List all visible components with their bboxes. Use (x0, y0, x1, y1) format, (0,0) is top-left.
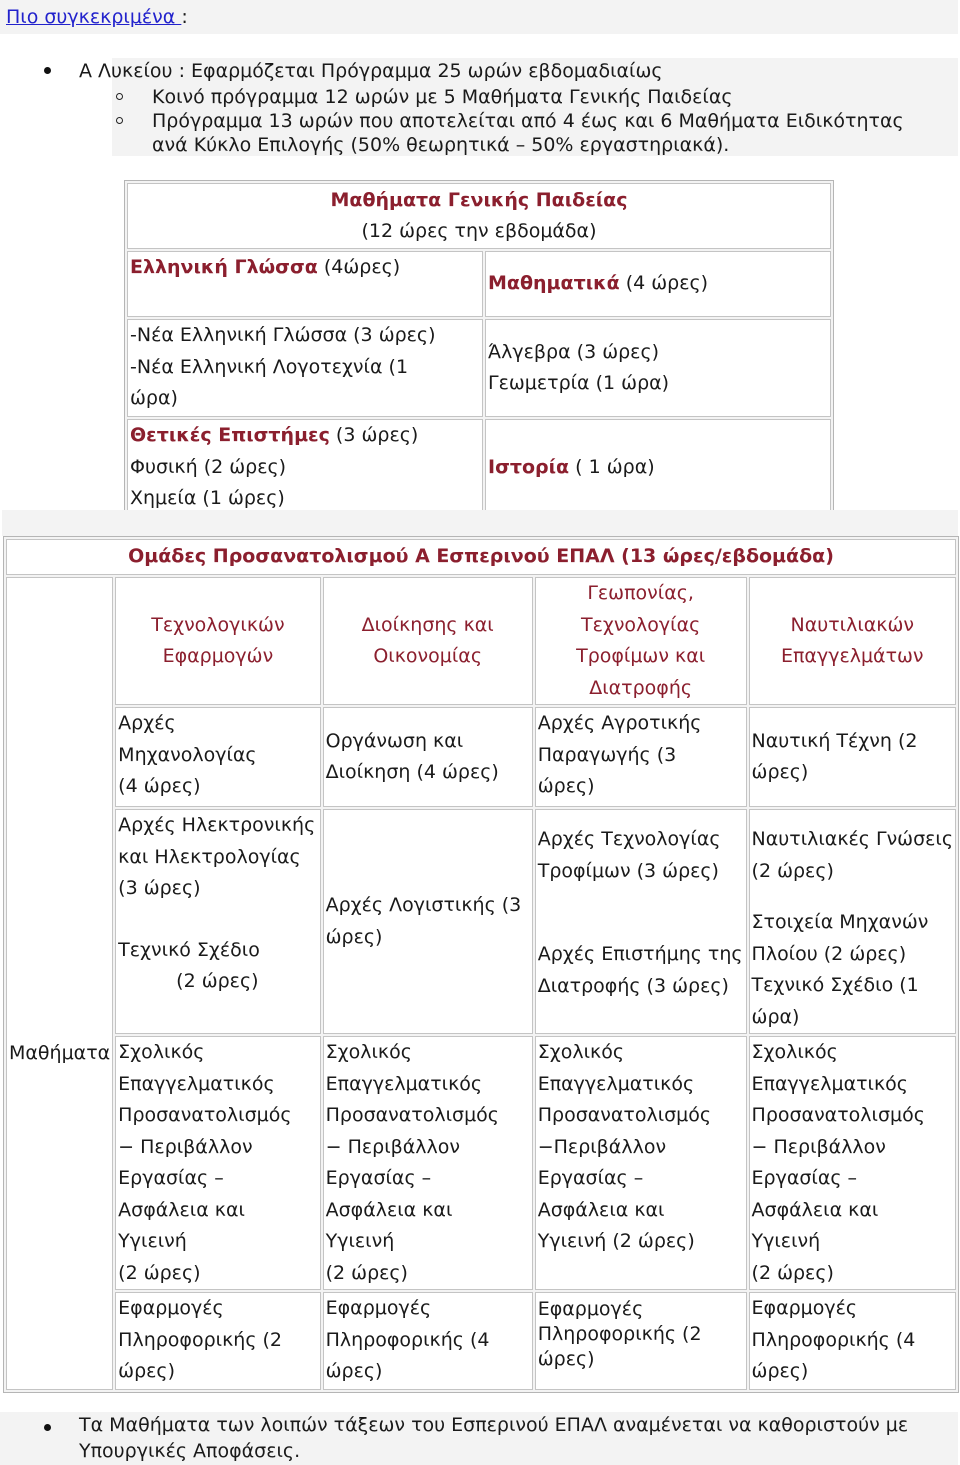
header-line: Τροφίμων και (576, 645, 706, 667)
bullet2-line: Τα Μαθήματα των λοιπών τάξεων του Εσπερινού ΕΠΑΛ αναμένεται να καθοριστούν με (79, 1414, 909, 1436)
header-technological-applications (115, 577, 320, 705)
course-line: Πλοίου (2 ώρες) (751, 942, 907, 965)
orientation-groups-table (3, 536, 959, 1393)
course-line: Αρχές Ηλεκτρονικής (118, 814, 316, 836)
course-line: Προσανατολισμός (751, 1104, 925, 1126)
course-line: Ναυτική Τέχνη (2 (751, 729, 918, 752)
agri-course-informatics (535, 1292, 747, 1390)
course-line: Στοιχεία Μηχανών (751, 911, 929, 933)
greek-language-cell (127, 251, 483, 317)
greek-language-hours: (4ώρες) (317, 256, 401, 278)
course-line: Αρχές Επιστήμης της (537, 943, 743, 965)
course-line: ώρες) (537, 775, 595, 797)
general-education-subtitle: (12 ώρες την εβδομάδα) (361, 220, 597, 242)
history-hours: ( 1 ώρα) (569, 456, 655, 479)
course-line: ώρα) (751, 1005, 800, 1028)
course-line: Αρχές (118, 712, 176, 734)
circle-bullet-icon (116, 93, 123, 100)
course-line: Πληροφορικής (4 (751, 1328, 916, 1351)
course-line: Μηχανολογίας (118, 743, 257, 766)
course-line: Αρχές Τεχνολογίας (537, 828, 721, 850)
course-line: Προσανατολισμός (537, 1104, 712, 1126)
course-line: Υγιεινή (325, 1230, 395, 1252)
course-line: Εφαρμογές (537, 1298, 644, 1320)
course-line: Εργασίας – (118, 1167, 224, 1189)
header-line: Εφαρμογών (162, 645, 274, 667)
bullet-dot-icon (44, 67, 51, 74)
course-line: Διοίκηση (4 ώρες) (325, 761, 499, 783)
math-cell (485, 251, 831, 317)
naut-course-vocational (749, 1036, 956, 1290)
separator-band (2, 510, 958, 536)
course-line: ώρες) (325, 1360, 383, 1382)
greek-language-title: Ελληνική Γλώσσα (130, 256, 318, 278)
sciences-hours: (3 ώρες) (329, 424, 419, 446)
header-line: Ναυτιλιακών (790, 613, 915, 636)
course-line: Επαγγελματικός (751, 1072, 908, 1095)
course-line: (4 ώρες) (118, 775, 201, 797)
course-line: ώρες) (118, 1360, 175, 1382)
course-line: −Περιβάλλον (537, 1135, 667, 1158)
course-line: Οργάνωση και (325, 729, 464, 752)
course-line: ώρες) (325, 925, 383, 948)
course-line: − Περιβάλλον (751, 1135, 886, 1158)
course-line: (2 ώρες) (176, 970, 259, 992)
intro-line (6, 2, 188, 34)
course-line: Πληροφορικής (4 (325, 1328, 490, 1351)
history-cell (485, 419, 831, 517)
general-education-header (127, 183, 831, 249)
agri-course-1 (535, 707, 747, 807)
courses-row-label-text: Μαθήματα (9, 1041, 111, 1064)
header-administration-economics (323, 577, 533, 705)
course-line: και Ηλεκτρολογίας (118, 845, 301, 868)
sciences-subject-line: Φυσική (2 ώρες) (130, 455, 287, 478)
tech-course-vocational (115, 1036, 320, 1290)
course-line: Εφαρμογές (751, 1297, 858, 1319)
course-line: ώρες) (537, 1348, 595, 1370)
general-education-table (124, 180, 834, 520)
intro-link[interactable]: Πιο συγκεκριμένα (6, 6, 182, 28)
math-hours: (4 ώρες) (619, 272, 709, 295)
math-title: Μαθηματικά (488, 272, 620, 295)
course-line: Επαγγελματικός (118, 1072, 275, 1095)
course-line: Υγιεινή (751, 1230, 821, 1252)
courses-row-label (6, 577, 113, 1390)
admin-course-2 (323, 809, 533, 1034)
naut-course-2-4 (749, 809, 956, 1034)
course-line: − Περιβάλλον (118, 1135, 253, 1158)
course-line: Προσανατολισμός (325, 1104, 499, 1126)
header-line: Τεχνολογικών (151, 613, 285, 636)
header-line: Επαγγελμάτων (780, 645, 924, 667)
bullet2-text (79, 1412, 908, 1464)
header-line: Γεωπονίας, (587, 582, 694, 604)
header-maritime-professions (749, 577, 956, 705)
course-line: Τροφίμων (3 ώρες) (537, 859, 719, 882)
bullet-dot-icon (44, 1424, 51, 1431)
course-line: Ασφάλεια και (751, 1198, 879, 1221)
course-line: Πληροφορικής (2 (118, 1328, 283, 1351)
course-line: − Περιβάλλον (325, 1135, 461, 1158)
course-line: Σχολικός (537, 1041, 624, 1063)
agri-course-2-3 (535, 809, 747, 1034)
course-line: Τεχνικό Σχέδιο (1 (751, 974, 919, 996)
tech-course-2-3 (115, 809, 320, 1034)
admin-course-vocational (323, 1036, 533, 1290)
course-line: Ασφάλεια και (325, 1198, 453, 1221)
bullet1-sub2-line2: ανά Κύκλο Επιλογής (50% θεωρητικά – 50% εργαστηριακά). (152, 134, 730, 156)
naut-course-1 (749, 707, 956, 807)
course-line: Επαγγελματικός (325, 1072, 483, 1095)
math-subject-line: Άλγεβρα (3 ώρες) (488, 340, 660, 363)
course-line: Αρχές Αγροτικής (537, 712, 702, 734)
course-line: Επαγγελματικός (537, 1072, 695, 1095)
course-line: Εργασίας – (325, 1167, 432, 1189)
course-line: Τεχνικό Σχέδιο (118, 938, 260, 961)
course-line: Εργασίας – (751, 1167, 858, 1189)
bullet1-text: Α Λυκείου : Εφαρμόζεται Πρόγραμμα 25 ωρών εβδομαδιαίως (79, 60, 663, 82)
orientation-groups-title: Ομάδες Προσανατολισμού Α Εσπερινού ΕΠΑΛ (13 ώρες/εβδομάδα) (128, 545, 834, 568)
course-line: (2 ώρες) (325, 1261, 408, 1284)
math-subjects-cell (485, 319, 831, 417)
course-line: (2 ώρες) (118, 1261, 201, 1284)
history-title: Ιστορία (488, 456, 570, 479)
course-line: Αρχές Λογιστικής (3 (325, 894, 522, 916)
tech-course-1 (115, 707, 320, 807)
course-line: Υγιεινή (118, 1230, 187, 1252)
course-line: Παραγωγής (3 (537, 743, 677, 766)
agri-course-vocational (535, 1036, 747, 1290)
greek-subject-line: ώρα) (130, 387, 178, 409)
sciences-subject-line: Χημεία (1 ώρες) (130, 487, 285, 509)
greek-subject-line: -Νέα Ελληνική Λογοτεχνία (1 (130, 355, 409, 378)
math-subject-line: Γεωμετρία (1 ώρα) (488, 372, 670, 394)
header-line: Διοίκησης και (361, 613, 494, 636)
bullet1-sub1: Κοινό πρόγραμμα 12 ωρών με 5 Μαθήματα Γενικής Παιδείας (152, 86, 733, 108)
course-line: Σχολικός (118, 1041, 205, 1063)
course-line: (2 ώρες) (751, 859, 834, 882)
general-education-title: Μαθήματα Γενικής Παιδείας (330, 188, 628, 211)
course-line: Ασφάλεια και (537, 1198, 665, 1221)
bullet1-sub2-line1: Πρόγραμμα 13 ωρών που αποτελείται από 4 έως και 6 Μαθήματα Ειδικότητας (152, 110, 904, 132)
course-line: (2 ώρες) (751, 1261, 834, 1284)
tech-course-informatics (115, 1292, 320, 1390)
header-line: Οικονομίας (373, 645, 482, 667)
admin-course-informatics (323, 1292, 533, 1390)
course-line: ώρες) (751, 761, 809, 783)
header-line: Διατροφής (589, 676, 693, 699)
course-line: Εφαρμογές (118, 1297, 224, 1319)
course-line: Πληροφορικής (2 (537, 1323, 702, 1345)
course-line: Διατροφής (3 ώρες) (537, 974, 729, 997)
bullet2-line: Υπουργικές Αποφάσεις. (79, 1440, 301, 1462)
course-line: Εφαρμογές (325, 1297, 432, 1319)
course-line: ώρες) (751, 1360, 809, 1382)
course-line: (3 ώρες) (118, 877, 201, 899)
course-line: Ασφάλεια και (118, 1198, 245, 1221)
sciences-title: Θετικές Επιστήμες (130, 424, 330, 446)
header-line: Τεχνολογίας (580, 613, 701, 636)
admin-course-1 (323, 707, 533, 807)
course-line: Ναυτιλιακές Γνώσεις (751, 828, 953, 850)
circle-bullet-icon (116, 117, 123, 124)
orientation-groups-title-cell (6, 539, 956, 575)
course-line: Υγιεινή (2 ώρες) (537, 1230, 695, 1252)
greek-subjects-cell (127, 319, 483, 417)
greek-subject-line: -Νέα Ελληνική Γλώσσα (3 ώρες) (130, 324, 436, 346)
course-line: Σχολικός (325, 1041, 412, 1063)
header-agronomy-food-technology (535, 577, 747, 705)
intro-colon: : (181, 6, 188, 28)
course-line: Προσανατολισμός (118, 1104, 292, 1126)
course-line: Εργασίας – (537, 1167, 644, 1189)
course-line: Σχολικός (751, 1041, 838, 1063)
naut-course-informatics (749, 1292, 956, 1390)
sciences-cell (127, 419, 483, 517)
